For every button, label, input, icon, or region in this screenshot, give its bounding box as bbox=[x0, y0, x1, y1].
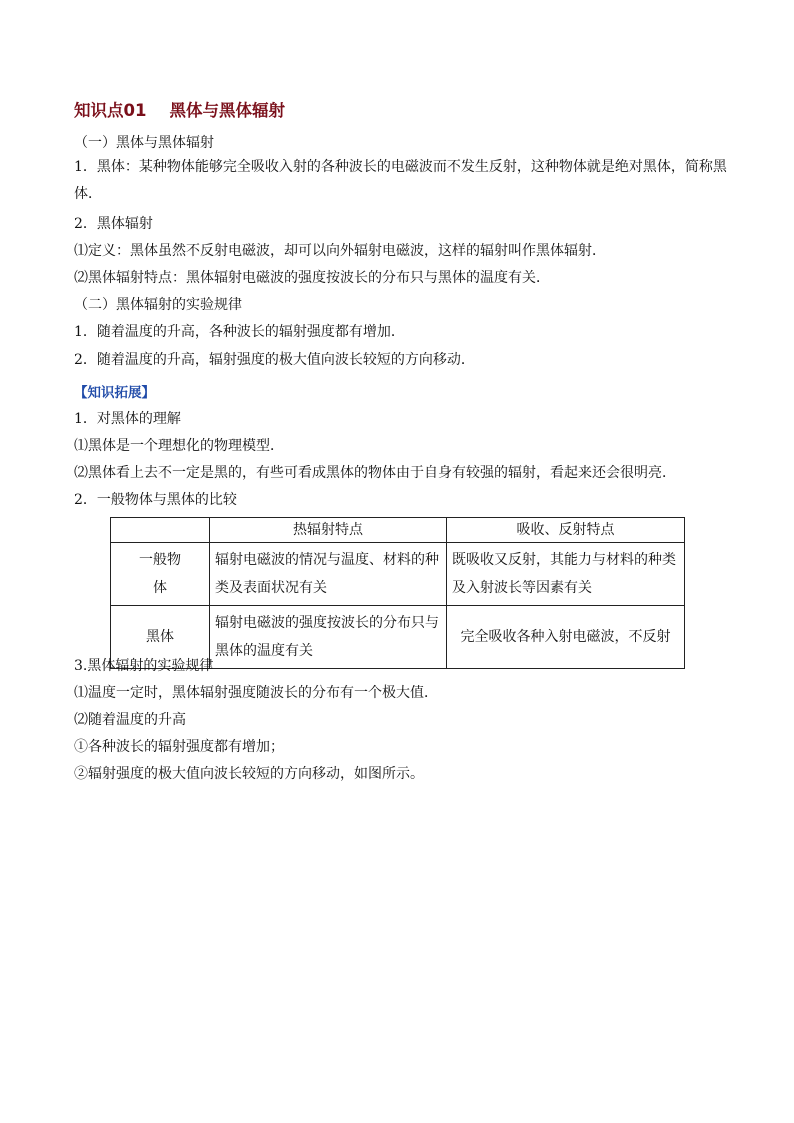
paragraph-law-1: 1．随着温度的升高，各种波长的辐射强度都有增加． bbox=[74, 324, 405, 340]
extension-item-2: 2．一般物体与黑体的比较 bbox=[74, 492, 237, 508]
paragraph-law-2: 2．随着温度的升高，辐射强度的极大值向波长较短的方向移动． bbox=[74, 352, 475, 368]
subsection-heading-1: （一）黑体与黑体辐射 bbox=[74, 135, 214, 151]
section-title: 知识点01 黑体与黑体辐射 bbox=[74, 101, 285, 120]
extension-item-3: 3.黑体辐射的实验规律 bbox=[74, 658, 214, 674]
table-row bbox=[111, 543, 685, 606]
subsection-heading-2: （二）黑体辐射的实验规律 bbox=[74, 297, 242, 313]
knowledge-extension-label: 【知识拓展】 bbox=[74, 385, 155, 401]
table-header-empty bbox=[111, 518, 210, 543]
table-cell-blackbody-absorb: 完全吸收各种入射电磁波，不反射 bbox=[447, 606, 685, 669]
table-cell-general-object: 一般物体 bbox=[111, 543, 210, 606]
paragraph-blackbody-radiation: 2．黑体辐射 bbox=[74, 216, 153, 232]
extension-item-1: 1．对黑体的理解 bbox=[74, 411, 181, 427]
table-header-row bbox=[111, 518, 685, 543]
table-header-heat: 热辐射特点 bbox=[210, 518, 447, 543]
extension-item-1b: ⑵黑体看上去不一定是黑的，有些可看成黑体的物体由于自身有较强的辐射，看起来还会很明亮． bbox=[74, 465, 676, 481]
extension-item-3b-i: ①各种波长的辐射强度都有增加； bbox=[74, 739, 284, 755]
table-cell-blackbody-heat: 辐射电磁波的强度按波长的分布只与黑体的温度有关 bbox=[210, 606, 447, 669]
table-cell-blackbody: 黑体 bbox=[111, 606, 210, 669]
table-cell-general-heat: 辐射电磁波的情况与温度、材料的种类及表面状况有关 bbox=[210, 543, 447, 606]
table-header-absorb: 吸收、反射特点 bbox=[447, 518, 685, 543]
extension-item-3b-ii: ②辐射强度的极大值向波长较短的方向移动，如图所示。 bbox=[74, 766, 424, 782]
paragraph-blackbody-definition: 1．黑体：某种物体能够完全吸收入射的各种波长的电磁波而不发生反射，这种物体就是绝对黑体，简称黑体． bbox=[74, 159, 727, 202]
paragraph-radiation-feature: ⑵黑体辐射特点：黑体辐射电磁波的强度按波长的分布只与黑体的温度有关． bbox=[74, 270, 550, 286]
paragraph-radiation-definition: ⑴定义：黑体虽然不反射电磁波，却可以向外辐射电磁波，这样的辐射叫作黑体辐射． bbox=[74, 243, 606, 259]
extension-item-1a: ⑴黑体是一个理想化的物理模型． bbox=[74, 438, 284, 454]
table-cell-general-absorb: 既吸收又反射，其能力与材料的种类及入射波长等因素有关 bbox=[447, 543, 685, 606]
extension-item-3a: ⑴温度一定时，黑体辐射强度随波长的分布有一个极大值． bbox=[74, 685, 438, 701]
comparison-table bbox=[110, 517, 685, 669]
extension-item-3b: ⑵随着温度的升高 bbox=[74, 712, 186, 728]
